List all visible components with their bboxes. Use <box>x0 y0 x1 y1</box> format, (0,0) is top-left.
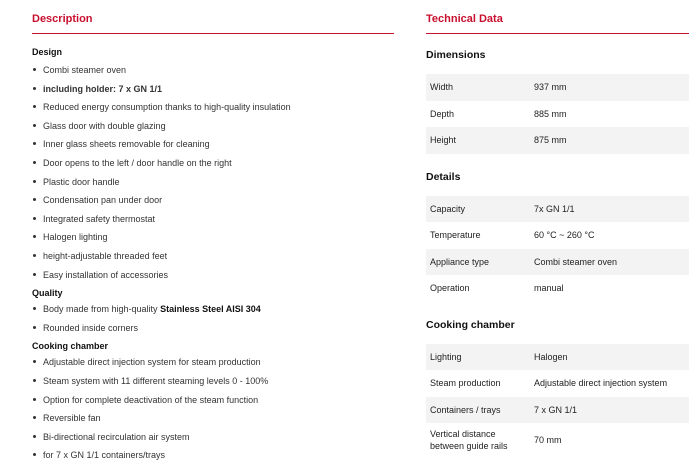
spec-key: Capacity <box>430 203 466 214</box>
dimensions-table <box>426 74 689 154</box>
description-title: Description <box>32 0 394 34</box>
design-list <box>32 64 394 287</box>
table-row <box>426 423 689 457</box>
spec-key: Containers / trays <box>430 404 501 415</box>
quality-material: Stainless Steel AISI 304 <box>160 304 261 315</box>
spec-key: Operation <box>430 283 470 294</box>
table-row <box>426 196 689 223</box>
list-item: Rounded inside corners <box>32 322 394 341</box>
table-row <box>426 74 689 101</box>
spec-value: 70 mm <box>534 435 562 445</box>
list-item: Condensation pan under door <box>32 194 394 213</box>
design-heading: Design <box>32 47 63 57</box>
table-row <box>426 370 689 397</box>
list-item: Easy installation of accessories <box>32 269 394 288</box>
spec-value: Combi steamer oven <box>534 256 618 267</box>
table-row <box>426 127 689 154</box>
details-table <box>426 196 689 302</box>
list-item: height-adjustable threaded feet <box>32 250 394 269</box>
technical-data-title: Technical Data <box>426 0 689 34</box>
list-item: Combi steamer oven <box>32 64 394 83</box>
dimensions-heading: Dimensions <box>426 49 486 61</box>
list-item: Integrated safety thermostat <box>32 213 394 232</box>
spec-value: manual <box>534 283 564 294</box>
spec-value: 885 mm <box>534 108 567 119</box>
cooking-chamber-heading: Cooking chamber <box>426 318 515 331</box>
list-item: Steam system with 11 different steaming levels 0 - 100% <box>32 375 394 394</box>
spec-value: 7 x GN 1/1 <box>534 404 578 415</box>
quality-item-text: Body made from high-quality <box>43 304 161 315</box>
spec-key: Height <box>430 135 457 146</box>
list-item: Option for complete deactivation of the steam function <box>32 394 394 413</box>
details-heading: Details <box>426 170 461 183</box>
list-item: for 7 x GN 1/1 containers/trays <box>32 449 394 468</box>
description-section <box>32 0 394 468</box>
table-row <box>426 222 689 249</box>
table-row <box>426 275 689 302</box>
spec-value: 875 mm <box>534 135 567 146</box>
list-item: Halogen lighting <box>32 231 394 250</box>
spec-value: 7x GN 1/1 <box>534 203 575 214</box>
spec-key: Steam production <box>430 378 501 389</box>
spec-key: Appliance type <box>430 256 490 267</box>
cooking-chamber-table <box>426 344 689 458</box>
list-item <box>32 303 394 322</box>
list-item: Glass door with double glazing <box>32 120 394 139</box>
table-row <box>426 344 689 371</box>
list-item: Adjustable direct injection system for steam production <box>32 356 394 375</box>
list-item: Plastic door handle <box>32 176 394 195</box>
list-item: including holder: 7 x GN 1/1 <box>32 83 394 102</box>
cooking-list <box>32 356 394 468</box>
cooking-heading: Cooking chamber <box>32 341 109 352</box>
technical-data-section <box>426 0 689 457</box>
quality-list <box>32 303 394 340</box>
list-item: Reversible fan <box>32 412 394 431</box>
spec-key: Width <box>430 82 454 93</box>
spec-value: Halogen <box>534 351 568 362</box>
spec-key: Depth <box>430 108 455 119</box>
quality-heading: Quality <box>32 288 63 299</box>
list-item: Inner glass sheets removable for cleaning <box>32 138 394 157</box>
list-item: Reduced energy consumption thanks to high-quality insulation <box>32 101 394 120</box>
spec-key: Vertical distance between guide rails <box>430 429 508 451</box>
table-row <box>426 249 689 276</box>
list-item: Door opens to the left / door handle on the right <box>32 157 394 176</box>
list-item: Bi-directional recirculation air system <box>32 431 394 450</box>
spec-value: 937 mm <box>534 82 567 93</box>
spec-value: 60 °C ~ 260 °C <box>534 230 595 241</box>
spec-key: Lighting <box>430 351 462 362</box>
spec-key: Temperature <box>430 230 481 241</box>
spec-value: Adjustable direct injection system <box>534 378 668 389</box>
table-row <box>426 101 689 128</box>
table-row <box>426 397 689 424</box>
